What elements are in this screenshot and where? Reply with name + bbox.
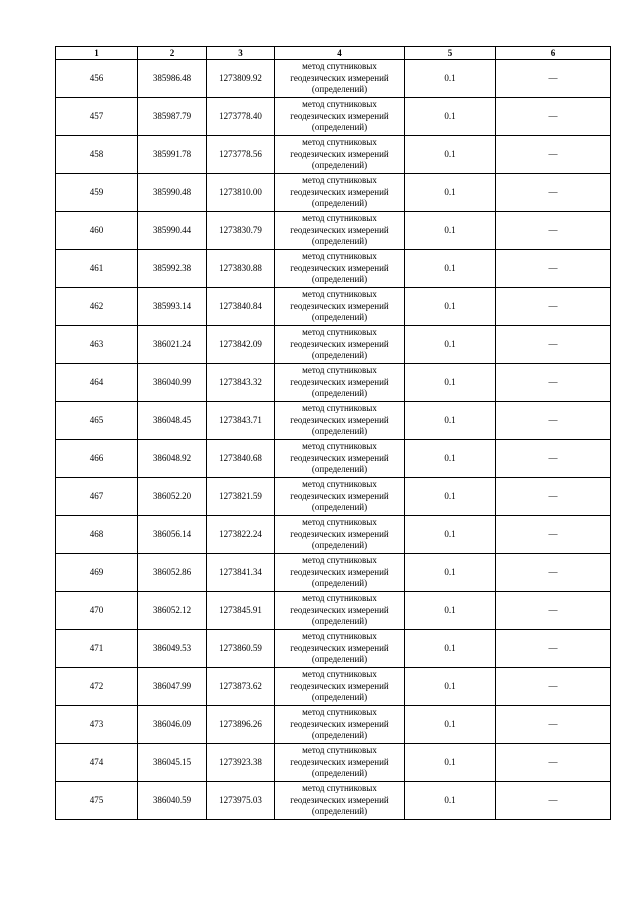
y-coordinate-cell: 1273778.56 <box>207 136 275 174</box>
x-coordinate-cell: 386052.12 <box>138 592 207 630</box>
method-line: геодезических измерений <box>290 680 389 691</box>
method-line: геодезических измерений <box>290 566 389 577</box>
note-cell: — <box>496 668 611 706</box>
method-line: (определений) <box>311 654 368 665</box>
method-line: геодезических измерений <box>290 148 389 159</box>
x-coordinate-cell: 385990.48 <box>138 174 207 212</box>
y-coordinate-cell: 1273860.59 <box>207 630 275 668</box>
point-number-cell: 463 <box>56 326 138 364</box>
accuracy-cell: 0.1 <box>405 744 496 782</box>
table-row <box>56 554 611 592</box>
y-coordinate-cell: 1273840.84 <box>207 288 275 326</box>
method-line: (определений) <box>311 426 368 437</box>
table-header-row <box>56 47 611 60</box>
table-row <box>56 288 611 326</box>
method-line: (определений) <box>311 730 368 741</box>
method-line: геодезических измерений <box>290 376 389 387</box>
method-line: (определений) <box>311 350 368 361</box>
table-row <box>56 592 611 630</box>
accuracy-cell: 0.1 <box>405 60 496 98</box>
method-line: метод спутниковых <box>302 213 377 224</box>
note-cell: — <box>496 174 611 212</box>
column-header-3: 3 <box>207 47 275 60</box>
note-cell: — <box>496 478 611 516</box>
column-header-4: 4 <box>275 47 405 60</box>
y-coordinate-cell: 1273841.34 <box>207 554 275 592</box>
accuracy-cell: 0.1 <box>405 98 496 136</box>
note-cell: — <box>496 516 611 554</box>
method-line: геодезических измерений <box>290 528 389 539</box>
x-coordinate-cell: 386048.92 <box>138 440 207 478</box>
note-cell: — <box>496 288 611 326</box>
y-coordinate-cell: 1273778.40 <box>207 98 275 136</box>
table-body <box>56 60 611 820</box>
y-coordinate-cell: 1273896.26 <box>207 706 275 744</box>
method-cell <box>275 326 405 364</box>
y-coordinate-cell: 1273842.09 <box>207 326 275 364</box>
y-coordinate-cell: 1273830.88 <box>207 250 275 288</box>
method-cell <box>275 630 405 668</box>
method-line: (определений) <box>311 160 368 171</box>
point-number-cell: 462 <box>56 288 138 326</box>
method-line: метод спутниковых <box>302 441 377 452</box>
x-coordinate-cell: 386049.53 <box>138 630 207 668</box>
y-coordinate-cell: 1273822.24 <box>207 516 275 554</box>
method-line: (определений) <box>311 198 368 209</box>
accuracy-cell: 0.1 <box>405 364 496 402</box>
table-row <box>56 478 611 516</box>
method-cell <box>275 478 405 516</box>
method-cell <box>275 250 405 288</box>
accuracy-cell: 0.1 <box>405 554 496 592</box>
table-row <box>56 706 611 744</box>
method-line: (определений) <box>311 122 368 133</box>
point-number-cell: 470 <box>56 592 138 630</box>
x-coordinate-cell: 386021.24 <box>138 326 207 364</box>
table-row <box>56 212 611 250</box>
method-cell <box>275 782 405 820</box>
y-coordinate-cell: 1273810.00 <box>207 174 275 212</box>
accuracy-cell: 0.1 <box>405 288 496 326</box>
method-cell <box>275 706 405 744</box>
accuracy-cell: 0.1 <box>405 782 496 820</box>
table-row <box>56 744 611 782</box>
method-cell <box>275 60 405 98</box>
point-number-cell: 460 <box>56 212 138 250</box>
table-row <box>56 136 611 174</box>
note-cell: — <box>496 212 611 250</box>
x-coordinate-cell: 386052.20 <box>138 478 207 516</box>
table-row <box>56 516 611 554</box>
note-cell: — <box>496 402 611 440</box>
method-cell <box>275 288 405 326</box>
method-line: геодезических измерений <box>290 224 389 235</box>
table-row <box>56 60 611 98</box>
method-cell <box>275 174 405 212</box>
method-cell <box>275 136 405 174</box>
column-header-1: 1 <box>56 47 138 60</box>
x-coordinate-cell: 386048.45 <box>138 402 207 440</box>
accuracy-cell: 0.1 <box>405 212 496 250</box>
note-cell: — <box>496 60 611 98</box>
table-row <box>56 402 611 440</box>
method-line: геодезических измерений <box>290 794 389 805</box>
method-line: (определений) <box>311 388 368 399</box>
note-cell: — <box>496 706 611 744</box>
accuracy-cell: 0.1 <box>405 174 496 212</box>
y-coordinate-cell: 1273845.91 <box>207 592 275 630</box>
x-coordinate-cell: 385991.78 <box>138 136 207 174</box>
method-line: (определений) <box>311 806 368 817</box>
method-line: метод спутниковых <box>302 61 377 72</box>
accuracy-cell: 0.1 <box>405 326 496 364</box>
method-cell <box>275 744 405 782</box>
method-line: (определений) <box>311 274 368 285</box>
accuracy-cell: 0.1 <box>405 630 496 668</box>
method-cell <box>275 98 405 136</box>
table-row <box>56 630 611 668</box>
method-line: метод спутниковых <box>302 745 377 756</box>
note-cell: — <box>496 136 611 174</box>
method-line: геодезических измерений <box>290 110 389 121</box>
method-cell <box>275 364 405 402</box>
note-cell: — <box>496 250 611 288</box>
method-line: метод спутниковых <box>302 555 377 566</box>
y-coordinate-cell: 1273873.62 <box>207 668 275 706</box>
y-coordinate-cell: 1273840.68 <box>207 440 275 478</box>
method-cell <box>275 516 405 554</box>
y-coordinate-cell: 1273830.79 <box>207 212 275 250</box>
method-line: метод спутниковых <box>302 99 377 110</box>
x-coordinate-cell: 386040.99 <box>138 364 207 402</box>
point-number-cell: 456 <box>56 60 138 98</box>
point-number-cell: 469 <box>56 554 138 592</box>
point-number-cell: 461 <box>56 250 138 288</box>
method-line: геодезических измерений <box>290 642 389 653</box>
column-header-5: 5 <box>405 47 496 60</box>
method-line: метод спутниковых <box>302 783 377 794</box>
method-line: (определений) <box>311 464 368 475</box>
note-cell: — <box>496 744 611 782</box>
method-line: геодезических измерений <box>290 186 389 197</box>
accuracy-cell: 0.1 <box>405 440 496 478</box>
note-cell: — <box>496 782 611 820</box>
x-coordinate-cell: 386056.14 <box>138 516 207 554</box>
y-coordinate-cell: 1273843.71 <box>207 402 275 440</box>
accuracy-cell: 0.1 <box>405 516 496 554</box>
method-line: метод спутниковых <box>302 137 377 148</box>
method-cell <box>275 440 405 478</box>
point-number-cell: 468 <box>56 516 138 554</box>
y-coordinate-cell: 1273821.59 <box>207 478 275 516</box>
x-coordinate-cell: 385992.38 <box>138 250 207 288</box>
note-cell: — <box>496 592 611 630</box>
x-coordinate-cell: 385986.48 <box>138 60 207 98</box>
method-line: (определений) <box>311 578 368 589</box>
method-line: метод спутниковых <box>302 631 377 642</box>
note-cell: — <box>496 98 611 136</box>
method-line: (определений) <box>311 84 368 95</box>
x-coordinate-cell: 385987.79 <box>138 98 207 136</box>
method-line: геодезических измерений <box>290 414 389 425</box>
y-coordinate-cell: 1273843.32 <box>207 364 275 402</box>
method-cell <box>275 212 405 250</box>
table-row <box>56 250 611 288</box>
column-header-2: 2 <box>138 47 207 60</box>
note-cell: — <box>496 440 611 478</box>
x-coordinate-cell: 386052.86 <box>138 554 207 592</box>
accuracy-cell: 0.1 <box>405 250 496 288</box>
table-row <box>56 98 611 136</box>
accuracy-cell: 0.1 <box>405 136 496 174</box>
method-line: метод спутниковых <box>302 517 377 528</box>
table-row <box>56 782 611 820</box>
point-number-cell: 474 <box>56 744 138 782</box>
point-number-cell: 475 <box>56 782 138 820</box>
method-line: геодезических измерений <box>290 262 389 273</box>
method-line: (определений) <box>311 616 368 627</box>
table-row <box>56 440 611 478</box>
note-cell: — <box>496 326 611 364</box>
method-line: геодезических измерений <box>290 718 389 729</box>
x-coordinate-cell: 385990.44 <box>138 212 207 250</box>
method-line: метод спутниковых <box>302 707 377 718</box>
method-line: геодезических измерений <box>290 604 389 615</box>
y-coordinate-cell: 1273975.03 <box>207 782 275 820</box>
method-line: (определений) <box>311 540 368 551</box>
point-number-cell: 466 <box>56 440 138 478</box>
method-line: метод спутниковых <box>302 479 377 490</box>
note-cell: — <box>496 630 611 668</box>
point-number-cell: 457 <box>56 98 138 136</box>
point-number-cell: 472 <box>56 668 138 706</box>
method-cell <box>275 668 405 706</box>
method-cell <box>275 402 405 440</box>
point-number-cell: 471 <box>56 630 138 668</box>
x-coordinate-cell: 386045.15 <box>138 744 207 782</box>
x-coordinate-cell: 385993.14 <box>138 288 207 326</box>
method-line: метод спутниковых <box>302 593 377 604</box>
table-row <box>56 364 611 402</box>
method-line: метод спутниковых <box>302 365 377 376</box>
y-coordinate-cell: 1273809.92 <box>207 60 275 98</box>
method-line: геодезических измерений <box>290 452 389 463</box>
method-line: (определений) <box>311 768 368 779</box>
method-line: геодезических измерений <box>290 72 389 83</box>
point-number-cell: 458 <box>56 136 138 174</box>
method-line: (определений) <box>311 312 368 323</box>
method-cell <box>275 554 405 592</box>
note-cell: — <box>496 364 611 402</box>
method-line: (определений) <box>311 236 368 247</box>
point-number-cell: 467 <box>56 478 138 516</box>
column-header-6: 6 <box>496 47 611 60</box>
table-row <box>56 326 611 364</box>
point-number-cell: 464 <box>56 364 138 402</box>
method-line: геодезических измерений <box>290 338 389 349</box>
x-coordinate-cell: 386047.99 <box>138 668 207 706</box>
method-line: геодезических измерений <box>290 490 389 501</box>
method-line: (определений) <box>311 692 368 703</box>
table-row <box>56 668 611 706</box>
method-line: метод спутниковых <box>302 403 377 414</box>
accuracy-cell: 0.1 <box>405 668 496 706</box>
point-number-cell: 465 <box>56 402 138 440</box>
method-line: геодезических измерений <box>290 300 389 311</box>
x-coordinate-cell: 386046.09 <box>138 706 207 744</box>
method-line: метод спутниковых <box>302 251 377 262</box>
method-line: метод спутниковых <box>302 289 377 300</box>
accuracy-cell: 0.1 <box>405 592 496 630</box>
x-coordinate-cell: 386040.59 <box>138 782 207 820</box>
method-cell <box>275 592 405 630</box>
y-coordinate-cell: 1273923.38 <box>207 744 275 782</box>
accuracy-cell: 0.1 <box>405 706 496 744</box>
method-line: (определений) <box>311 502 368 513</box>
point-number-cell: 459 <box>56 174 138 212</box>
method-line: метод спутниковых <box>302 327 377 338</box>
accuracy-cell: 0.1 <box>405 402 496 440</box>
table-row <box>56 174 611 212</box>
method-line: метод спутниковых <box>302 175 377 186</box>
accuracy-cell: 0.1 <box>405 478 496 516</box>
coordinates-table <box>55 46 611 820</box>
method-line: метод спутниковых <box>302 669 377 680</box>
point-number-cell: 473 <box>56 706 138 744</box>
method-line: геодезических измерений <box>290 756 389 767</box>
note-cell: — <box>496 554 611 592</box>
